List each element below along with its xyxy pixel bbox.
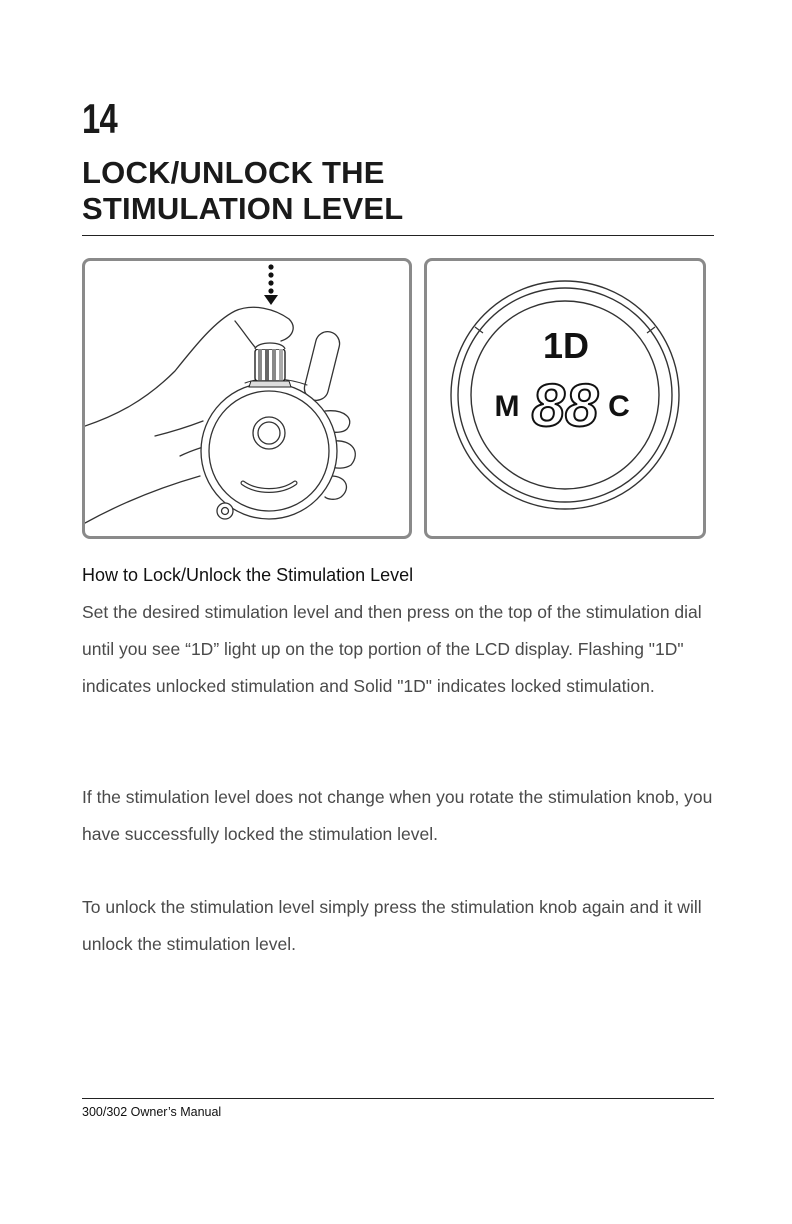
lcd-display <box>427 261 703 536</box>
transmitter-illustration <box>85 261 409 536</box>
section-heading: How to Lock/Unlock the Stimulation Level <box>82 565 414 585</box>
page-number: 14 <box>82 95 117 142</box>
illustration-panel-lcd <box>424 258 706 539</box>
instruction-paragraph-2: If the stimulation level does not change when you rotate the stimulation knob, you have successfully locked the stimulation level. <box>82 787 713 844</box>
lcd-mode-letter: M <box>494 390 520 423</box>
lcd-lock-indicator: 1D <box>542 325 590 366</box>
header-divider <box>82 235 714 236</box>
footer-manual-title: 300/302 Owner’s Manual <box>82 1105 222 1119</box>
page-title-line-2: STIMULATION LEVEL <box>82 191 404 226</box>
page-title-line-1: LOCK/UNLOCK THE <box>82 155 385 190</box>
press-arrow-icon <box>264 264 278 305</box>
lcd-level-digits: 88 <box>531 372 599 439</box>
page-title <box>82 155 403 227</box>
stimulation-knob <box>249 343 291 387</box>
instruction-paragraph-1: Set the desired stimulation level and then press on the top of the stimulation dial until you see “1D” light up on the top portion of the LCD display. Flashing "1D" indicates unlocked stimulation and Solid "1D" indicates locked stimulation. <box>82 602 702 696</box>
footer-divider <box>82 1098 714 1099</box>
illustration-panel-hand <box>82 258 412 539</box>
instruction-paragraph-3: To unlock the stimulation level simply press the stimulation knob again and it will unlock the stimulation level. <box>82 897 702 954</box>
lcd-channel-letter: C <box>608 390 630 423</box>
